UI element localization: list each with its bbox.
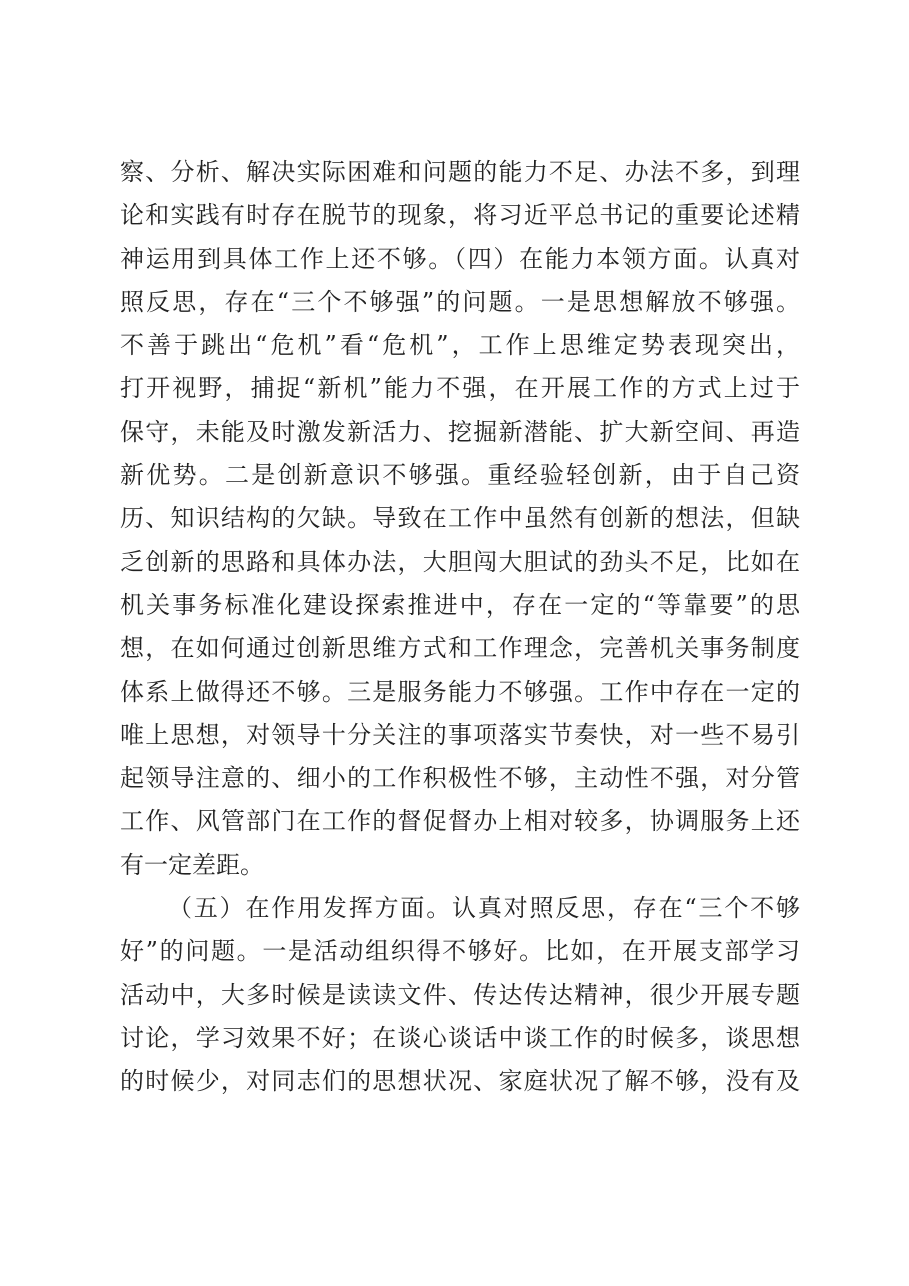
text-line: 打开视野，捕捉“新机”能力不强，在开展工作的方式上过于 [120,374,800,403]
document-body [120,151,800,1104]
text-line: 想，在如何通过创新思维方式和工作理念，完善机关事务制度 [120,634,800,663]
text-line: 唯上思想，对领导十分关注的事项落实节奏快，对一些不易引 [120,720,800,749]
text-line: 历、知识结构的欠缺。导致在工作中虽然有创新的想法，但缺 [120,504,800,533]
text-line: 机关事务标准化建设探索推进中，存在一定的“等靠要”的思 [120,590,800,619]
text-line: 神运用到具体工作上还不够。（四）在能力本领方面。认真对 [120,244,800,273]
text-line: 论和实践有时存在脱节的现象，将习近平总书记的重要论述精 [120,201,800,230]
text-line: 不善于跳出“危机”看“危机”，工作上思维定势表现突出， [120,331,800,360]
paragraph-start-line: （五）在作用发挥方面。认真对照反思，存在“三个不够 [168,894,800,923]
text-line: 乏创新的思路和具体办法，大胆闯大胆试的劲头不足，比如在 [120,547,800,576]
text-line: 保守，未能及时激发新活力、挖掘新潜能、扩大新空间、再造 [120,417,800,446]
text-line: 好”的问题。一是活动组织得不够好。比如，在开展支部学习 [120,937,800,966]
text-line: 察、分析、解决实际困难和问题的能力不足、办法不多，到理 [120,158,800,186]
text-line: 照反思，存在“三个不够强”的问题。一是思想解放不够强。 [120,287,800,316]
paragraph-end-line: 有一定差距。 [120,850,264,879]
text-line: 的时候少，对同志们的思想状况、家庭状况了解不够，没有及 [120,1067,800,1096]
text-line: 体系上做得还不够。三是服务能力不够强。工作中存在一定的 [120,677,800,706]
text-line: 讨论，学习效果不好；在谈心谈话中谈工作的时候多，谈思想 [120,1023,800,1052]
text-line: 活动中，大多时候是读读文件、传达传达精神，很少开展专题 [120,980,800,1009]
text-line: 新优势。二是创新意识不够强。重经验轻创新，由于自己资 [120,461,800,490]
text-line: 起领导注意的、细小的工作积极性不够，主动性不强，对分管 [120,764,800,793]
text-line: 工作、风管部门在工作的督促督办上相对较多，协调服务上还 [120,807,800,836]
